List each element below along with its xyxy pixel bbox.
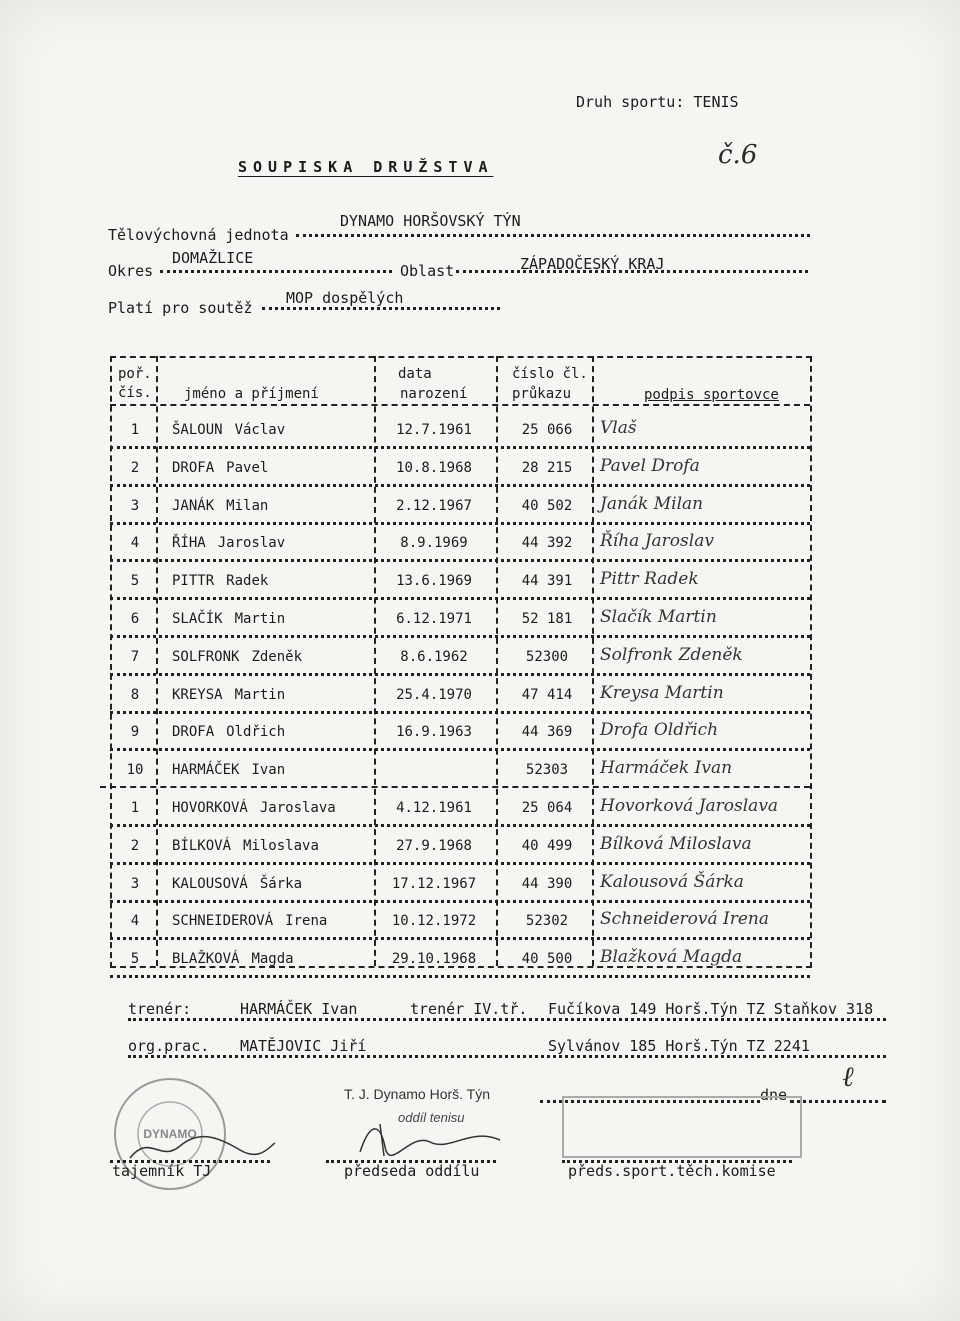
- sport-value: TENIS: [693, 93, 739, 111]
- row-divider: [110, 635, 810, 638]
- valid-label: Platí pro soutěž: [108, 299, 253, 317]
- header-card-2: průkazu: [512, 386, 572, 402]
- org-dotline: [128, 1055, 886, 1058]
- row-card-number: 40 502: [521, 498, 573, 514]
- row-birth-date: 2.12.1967: [396, 498, 472, 514]
- row-birth-date: 17.12.1967: [391, 876, 477, 892]
- district-label: Okres: [108, 262, 154, 280]
- row-card-number: 47 414: [521, 687, 573, 703]
- row-number: 5: [130, 951, 140, 967]
- document-title: SOUPISKA DRUŽSTVA: [238, 158, 494, 176]
- row-name: [172, 573, 268, 589]
- trainer-address: Fučíkova 149 Horš.Týn TZ Staňkov 318: [548, 1000, 874, 1018]
- row-card-number: 25 064: [521, 800, 573, 816]
- row-divider: [110, 522, 810, 525]
- row-surname: BÍLKOVÁ: [172, 838, 232, 854]
- row-number: 10: [126, 762, 144, 778]
- row-number: 7: [130, 649, 140, 665]
- row-divider: [110, 559, 810, 562]
- row-surname: HARMÁČEK: [172, 762, 240, 778]
- row-firstname: Pavel: [226, 460, 269, 476]
- row-surname: DROFA: [172, 724, 215, 740]
- district-dotline: [160, 270, 392, 273]
- row-number: 6: [130, 611, 140, 627]
- row-birth-date: 12.7.1961: [396, 422, 472, 438]
- row-surname: KALOUSOVÁ: [172, 876, 248, 892]
- row-divider: [110, 862, 810, 865]
- row-card-number: 44 390: [521, 876, 573, 892]
- row-surname: BLAŽKOVÁ: [172, 951, 240, 967]
- row-birth-date: 10.12.1972: [391, 913, 477, 929]
- row-number: 3: [130, 876, 140, 892]
- row-divider: [110, 673, 810, 676]
- row-signature: Janák Milan: [600, 494, 704, 514]
- row-signature: Říha Jaroslav: [600, 531, 714, 551]
- row-firstname: Jaroslava: [259, 800, 336, 816]
- row-birth-date: 8.6.1962: [400, 649, 468, 665]
- row-signature: Kalousová Šárka: [600, 872, 744, 892]
- row-signature: Vlaš: [600, 418, 637, 438]
- chair-label: předseda oddílu: [344, 1162, 480, 1180]
- row-signature: Schneiderová Irena: [600, 909, 769, 929]
- row-divider: [110, 900, 810, 903]
- row-firstname: Milan: [226, 498, 269, 514]
- row-signature: Drofa Oldřich: [600, 720, 719, 740]
- row-divider: [110, 748, 810, 751]
- row-divider: [100, 786, 810, 788]
- unit-label: Tělovýchovná jednota: [108, 226, 289, 244]
- row-signature: Kreysa Martin: [600, 683, 724, 703]
- row-name: [172, 951, 294, 967]
- row-firstname: Magda: [251, 951, 294, 967]
- row-signature: Blažková Magda: [600, 947, 743, 967]
- row-card-number: 40 500: [521, 951, 573, 967]
- row-divider: [110, 824, 810, 827]
- row-card-number: 44 391: [521, 573, 573, 589]
- row-birth-date: 29.10.1968: [391, 951, 477, 967]
- row-firstname: Miloslava: [243, 838, 319, 854]
- row-card-number: 25 066: [521, 422, 573, 438]
- row-surname: DROFA: [172, 460, 215, 476]
- row-birth-date: 16.9.1963: [396, 724, 472, 740]
- row-surname: KREYSA: [172, 687, 223, 703]
- chair-signature: [340, 1112, 520, 1162]
- header-num-1: poř.: [118, 366, 152, 382]
- header-num-2: čís.: [118, 385, 152, 401]
- date-label: dne: [760, 1086, 788, 1104]
- row-signature: Bílková Miloslava: [600, 834, 752, 854]
- org-label: org.prac.: [128, 1037, 210, 1055]
- row-surname: SCHNEIDEROVÁ: [172, 913, 274, 929]
- secretary-dotline: [110, 1160, 270, 1163]
- row-name: [172, 800, 336, 816]
- row-surname: SLAČÍK: [172, 611, 223, 627]
- sport-line: [576, 93, 739, 111]
- sport-label: Druh sportu:: [576, 93, 685, 111]
- row-number: 8: [130, 687, 140, 703]
- district-value: DOMAŽLICE: [172, 249, 254, 267]
- row-firstname: Václav: [234, 422, 286, 438]
- org-name: MATĚJOVIC Jiří: [240, 1037, 367, 1055]
- row-birth-date: 4.12.1961: [396, 800, 472, 816]
- row-card-number: 28 215: [521, 460, 573, 476]
- row-birth-date: 6.12.1971: [396, 611, 472, 627]
- trainer-label: trenér:: [128, 1000, 192, 1018]
- corner-note: č.6: [718, 140, 758, 170]
- row-name: [172, 649, 302, 665]
- valid-value: MOP dospělých: [286, 289, 404, 307]
- row-number: 4: [130, 913, 140, 929]
- row-divider: [110, 484, 810, 487]
- row-firstname: Oldřich: [226, 724, 286, 740]
- svg-text:DYNAMO: DYNAMO: [143, 1127, 197, 1141]
- date-dotline-right: [790, 1100, 886, 1103]
- row-signature: Pavel Drofa: [600, 456, 700, 476]
- row-name: [172, 724, 285, 740]
- row-name: [172, 876, 302, 892]
- header-signature: podpis sportovce: [644, 387, 779, 403]
- row-firstname: Martin: [234, 611, 286, 627]
- date-mark: ℓ: [842, 1060, 854, 1093]
- region-value: ZÁPADOČESKÝ KRAJ: [520, 255, 665, 273]
- row-name: [172, 422, 285, 438]
- row-divider: [110, 446, 810, 449]
- commission-dotline: [562, 1160, 792, 1163]
- row-signature: Hovorková Jaroslava: [600, 796, 779, 816]
- row-name: [172, 687, 285, 703]
- row-firstname: Irena: [285, 913, 328, 929]
- row-firstname: Radek: [226, 573, 269, 589]
- secretary-label: tajemník TJ: [112, 1162, 212, 1180]
- row-card-number: 40 499: [521, 838, 573, 854]
- valid-dotline: [262, 307, 500, 310]
- row-surname: ŠALOUN: [172, 422, 223, 438]
- row-firstname: Ivan: [251, 762, 286, 778]
- org-address: Sylvánov 185 Horš.Týn TZ 2241: [548, 1037, 810, 1055]
- row-birth-date: 13.6.1969: [396, 573, 472, 589]
- row-card-number: 52302: [525, 913, 569, 929]
- row-birth-date: 10.8.1968: [396, 460, 472, 476]
- row-surname: HOVORKOVÁ: [172, 800, 248, 816]
- row-firstname: Martin: [234, 687, 286, 703]
- row-signature: Harmáček Ivan: [600, 758, 733, 778]
- row-name: [172, 762, 285, 778]
- header-name: jméno a příjmení: [184, 386, 319, 402]
- row-number: 4: [130, 535, 140, 551]
- row-surname: JANÁK: [172, 498, 215, 514]
- row-firstname: Šárka: [259, 876, 303, 892]
- row-surname: SOLFRONK: [172, 649, 240, 665]
- trainer-dotline: [128, 1018, 886, 1021]
- row-divider: [110, 937, 810, 940]
- row-card-number: 52300: [525, 649, 569, 665]
- row-surname: PITTR: [172, 573, 215, 589]
- row-signature: Slačík Martin: [600, 607, 717, 627]
- row-divider: [110, 975, 810, 978]
- header-divider: [110, 404, 810, 406]
- unit-dotline: [296, 234, 810, 237]
- row-card-number: 44 369: [521, 724, 573, 740]
- row-card-number: 52 181: [521, 611, 573, 627]
- row-number: 2: [130, 460, 140, 476]
- row-number: 2: [130, 838, 140, 854]
- header-birth-2: narození: [400, 386, 468, 402]
- trainer-name: HARMÁČEK Ivan: [240, 1000, 358, 1018]
- section-stamp-text: oddíl tenisu: [398, 1110, 465, 1125]
- commission-stamp: [562, 1096, 802, 1158]
- row-divider: [110, 597, 810, 600]
- row-name: [172, 460, 268, 476]
- row-name: [172, 611, 285, 627]
- row-birth-date: 27.9.1968: [396, 838, 472, 854]
- row-surname: ŘÍHA: [172, 535, 206, 551]
- row-name: [172, 535, 285, 551]
- row-signature: Pittr Radek: [600, 569, 699, 589]
- row-name: [172, 838, 319, 854]
- row-number: 3: [130, 498, 140, 514]
- trainer-class: trenér IV.tř.: [410, 1000, 528, 1018]
- row-name: [172, 913, 327, 929]
- header-birth-1: data: [398, 366, 432, 382]
- row-name: [172, 498, 268, 514]
- row-firstname: Jaroslav: [217, 535, 286, 551]
- row-card-number: 52303: [525, 762, 569, 778]
- row-divider: [110, 711, 810, 714]
- row-birth-date: 8.9.1969: [400, 535, 468, 551]
- row-number: 1: [130, 800, 140, 816]
- commission-label: předs.sport.těch.komise: [568, 1162, 776, 1180]
- unit-value: DYNAMO HORŠOVSKÝ TÝN: [340, 212, 521, 230]
- row-number: 9: [130, 724, 140, 740]
- chair-dotline: [326, 1160, 496, 1163]
- row-firstname: Zdeněk: [251, 649, 303, 665]
- row-number: 5: [130, 573, 140, 589]
- row-signature: Solfronk Zdeněk: [600, 645, 743, 665]
- unit-stamp-text: T. J. Dynamo Horš. Týn: [344, 1086, 491, 1102]
- row-number: 1: [130, 422, 140, 438]
- row-card-number: 44 392: [521, 535, 573, 551]
- header-card-1: číslo čl.: [512, 366, 588, 382]
- row-birth-date: 25.4.1970: [396, 687, 472, 703]
- region-label: Oblast: [400, 262, 455, 280]
